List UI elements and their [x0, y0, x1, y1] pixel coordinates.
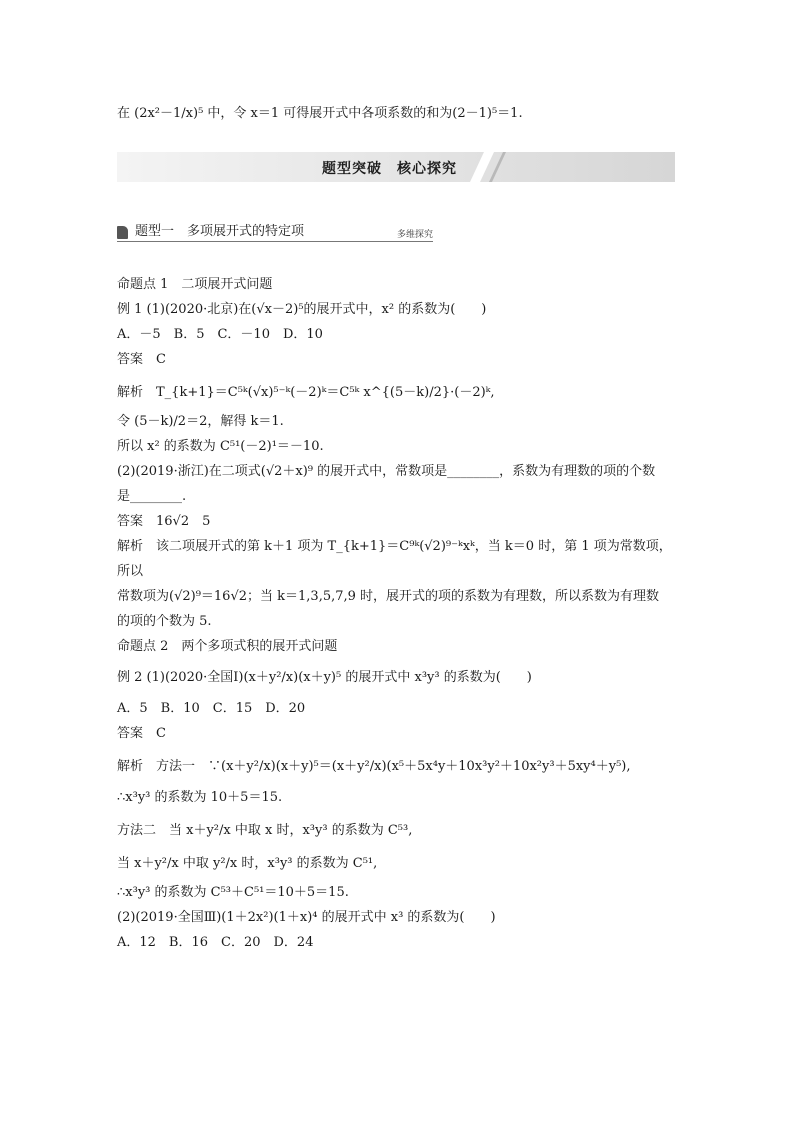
example-1-question: 例 1 (1)(2020·北京)在(√x－2)⁵的展开式中，x² 的系数为( ): [117, 302, 487, 317]
section-header: [117, 224, 433, 242]
example-1-answer: 答案 C: [117, 352, 166, 367]
example-1-part2-solution-1: 解析 该二项展开式的第 k＋1 项为 T_{k+1}＝C⁹ᵏ(√2)⁹⁻ᵏxᵏ，当 k＝0 时，第 1 项为常数项，所以: [117, 539, 672, 579]
section-banner: [117, 152, 675, 182]
intro-line: 在 (2x²－1/x)⁵ 中，令 x＝1 可得展开式中各项系数的和为(2－1)⁵＝1.: [117, 106, 523, 121]
section-title: 题型一 多项展开式的特定项: [135, 224, 305, 239]
example-2-solution-method-2-b: 当 x＋y²/x 中取 y²/x 时，x³y³ 的系数为 C⁵¹,: [117, 856, 378, 871]
problem-content: [117, 272, 679, 955]
example-2-solution-result-2: ∴x³y³ 的系数为 C⁵³＋C⁵¹＝10＋5＝15.: [117, 885, 349, 900]
example-2-solution-result-1: ∴x³y³ 的系数为 10＋5＝15.: [117, 790, 283, 805]
example-2-question: 例 2 (1)(2020·全国Ⅰ)(x＋y²/x)(x＋y)⁵ 的展开式中 x³y³ 的系数为( ): [117, 670, 532, 685]
example-1-solution-line-3: 所以 x² 的系数为 C⁵¹(－2)¹＝－10.: [117, 439, 324, 454]
example-2-solution-method-1: 解析 方法一 ∵(x＋y²/x)(x＋y)⁵＝(x＋y²/x)(x⁵＋5x⁴y＋10x³y²＋10x²y³＋5xy⁴＋y⁵),: [117, 759, 631, 774]
example-1-part2-question-cont: 是________.: [117, 489, 187, 504]
example-1-part2-question: (2)(2019·浙江)在二项式(√2＋x)⁹ 的展开式中，常数项是________，系数为有理数的项的个数: [117, 464, 656, 479]
example-1-part2-solution-2: 常数项为(√2)⁹＝16√2；当 k＝1,3,5,7,9 时，展开式的项的系数为有理数，所以系数为有理数: [117, 589, 660, 604]
example-2-options: A．5 B．10 C．15 D．20: [117, 701, 306, 716]
example-1-solution-line-1: 解析 T_{k+1}＝C⁵ᵏ(√x)⁵⁻ᵏ(－2)ᵏ＝C⁵ᵏ x^{(5－k)/2}·(－2)ᵏ,: [117, 385, 495, 400]
example-1-part2-solution-3: 的项的个数为 5.: [117, 614, 212, 629]
topic-heading-2: 命题点 2 两个多项式积的展开式问题: [117, 639, 338, 654]
example-1-solution-line-2: 令 (5－k)/2＝2，解得 k＝1.: [117, 414, 284, 429]
example-2-answer: 答案 C: [117, 726, 166, 741]
topic-heading-1: 命题点 1 二项展开式问题: [117, 277, 273, 292]
banner-title: 题型突破 核心探究: [322, 161, 457, 177]
example-1-options: A．－5 B．5 C．－10 D．10: [117, 327, 323, 342]
example-2-part2-question: (2)(2019·全国Ⅲ)(1＋2x²)(1＋x)⁴ 的展开式中 x³ 的系数为( ): [117, 910, 496, 925]
example-1-part2-answer: 答案 16√2 5: [117, 514, 211, 529]
bookmark-icon: [117, 226, 128, 239]
example-2-part2-options: A．12 B．16 C．20 D．24: [117, 935, 314, 950]
example-2-solution-method-2-a: 方法二 当 x＋y²/x 中取 x 时，x³y³ 的系数为 C⁵³,: [117, 823, 413, 838]
section-tag: 多维探究: [396, 230, 433, 240]
